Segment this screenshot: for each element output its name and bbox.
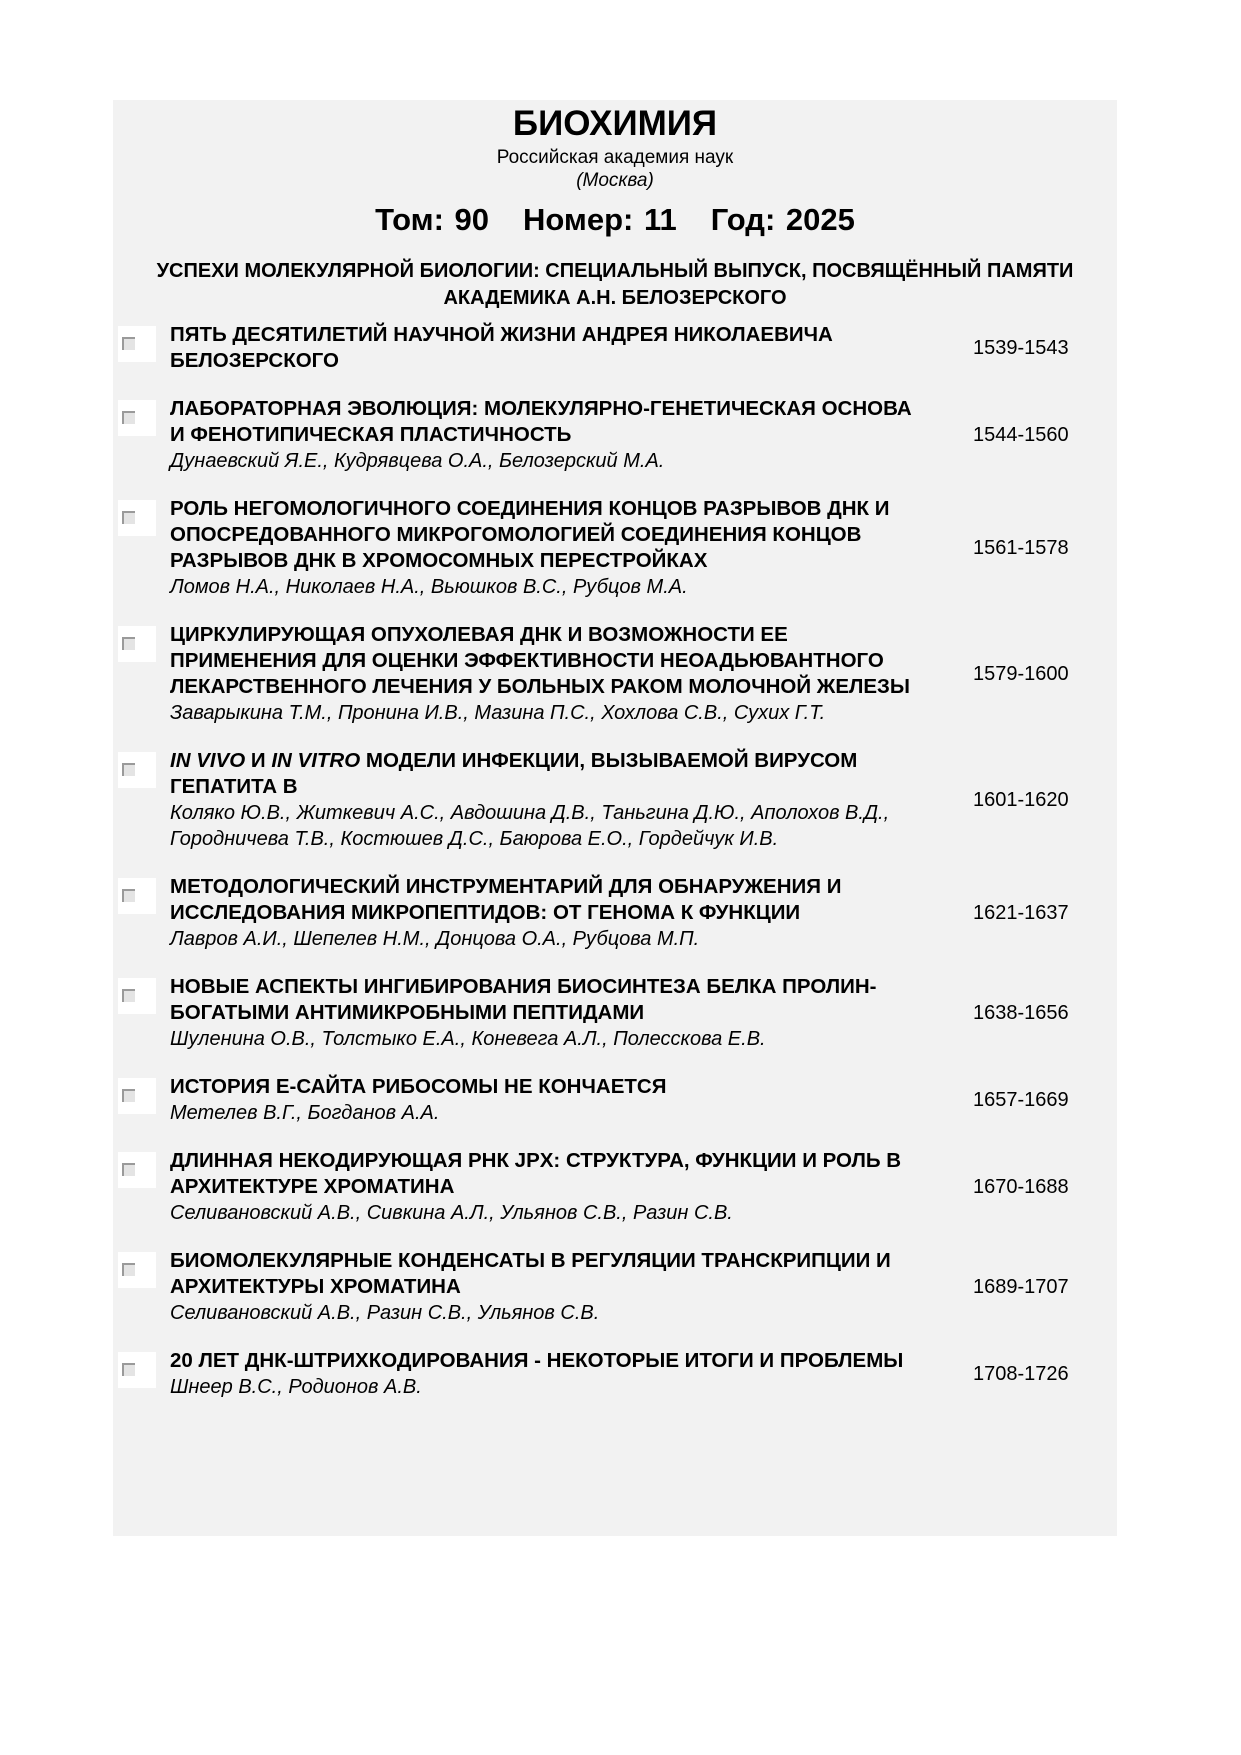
article-info	[170, 974, 930, 1052]
article-pages: 1621-1637	[973, 901, 1069, 924]
article-pages: 1708-1726	[973, 1362, 1069, 1385]
article-row	[113, 1348, 1117, 1400]
article-pages: 1657-1669	[973, 1088, 1069, 1111]
article-authors: Шнеер В.С., Родионов А.В.	[170, 1376, 422, 1398]
article-row	[113, 622, 1117, 726]
article-info	[170, 1348, 930, 1400]
title-italic-part: IN VITRO	[271, 749, 361, 772]
title-part: ПЯТЬ ДЕСЯТИЛЕТИЙ НАУЧНОЙ ЖИЗНИ АНДРЕЯ НИКОЛАЕВИЧА БЕЛОЗЕРСКОГО	[170, 323, 833, 372]
article-authors: Шуленина О.В., Толстыко Е.А., Коневега А.Л., Полесскова Е.В.	[170, 1028, 766, 1050]
select-checkbox[interactable]	[118, 400, 156, 436]
checkbox-icon	[122, 1089, 135, 1102]
article-title[interactable]	[170, 874, 930, 926]
checkbox-icon	[122, 511, 135, 524]
article-title[interactable]	[170, 1148, 930, 1200]
checkbox-icon	[122, 989, 135, 1002]
title-italic-part: IN VIVO	[170, 749, 246, 772]
article-authors: Метелев В.Г., Богданов А.А.	[170, 1102, 440, 1124]
article-authors: Селивановский А.В., Разин С.В., Ульянов С.В.	[170, 1302, 600, 1324]
checkbox-icon	[122, 1163, 135, 1176]
article-row	[113, 1248, 1117, 1326]
article-info	[170, 496, 930, 600]
checkbox-icon	[122, 1263, 135, 1276]
article-info	[170, 1148, 930, 1226]
select-checkbox[interactable]	[118, 1352, 156, 1388]
article-title[interactable]	[170, 496, 930, 574]
section-heading: УСПЕХИ МОЛЕКУЛЯРНОЙ БИОЛОГИИ: СПЕЦИАЛЬНЫЙ ВЫПУСК, ПОСВЯЩЁННЫЙ ПАМЯТИ АКАДЕМИКА А.Н. БЕЛОЗЕРСКОГО	[156, 260, 1074, 309]
article-authors: Ломов Н.А., Николаев Н.А., Вьюшков В.С., Рубцов М.А.	[170, 576, 688, 598]
volume: Том: 90	[375, 202, 489, 237]
select-column	[113, 322, 170, 374]
article-info	[170, 1074, 930, 1126]
article-pages: 1670-1688	[973, 1175, 1069, 1198]
article-row	[113, 496, 1117, 600]
article-authors: Дунаевский Я.Е., Кудрявцева О.А., Белозерский М.А.	[170, 450, 665, 472]
article-pages: 1539-1543	[973, 336, 1069, 359]
select-checkbox[interactable]	[118, 1078, 156, 1114]
title-part: БИОМОЛЕКУЛЯРНЫЕ КОНДЕНСАТЫ В РЕГУЛЯЦИИ ТРАНСКРИПЦИИ И АРХИТЕКТУРЫ ХРОМАТИНА	[170, 1249, 891, 1298]
title-part: МЕТОДОЛОГИЧЕСКИЙ ИНСТРУМЕНТАРИЙ ДЛЯ ОБНАРУЖЕНИЯ И ИССЛЕДОВАНИЯ МИКРОПЕПТИДОВ: ОТ ГЕНОМА К ФУНКЦИИ	[170, 875, 842, 924]
article-info	[170, 1248, 930, 1326]
article-pages: 1601-1620	[973, 788, 1069, 811]
article-title[interactable]	[170, 1074, 930, 1100]
article-pages: 1579-1600	[973, 662, 1069, 685]
article-info	[170, 396, 930, 474]
select-checkbox[interactable]	[118, 1152, 156, 1188]
article-list	[113, 322, 1117, 1422]
title-part: ИСТОРИЯ Е-САЙТА РИБОСОМЫ НЕ КОНЧАЕТСЯ	[170, 1075, 667, 1098]
select-checkbox[interactable]	[118, 752, 156, 788]
article-title[interactable]	[170, 748, 930, 800]
article-pages: 1638-1656	[973, 1001, 1069, 1024]
article-row	[113, 396, 1117, 474]
title-part: МОДЕЛИ ИНФЕКЦИИ, ВЫЗЫВАЕМОЙ ВИРУСОМ ГЕПАТИТА В	[170, 749, 858, 798]
checkbox-icon	[122, 889, 135, 902]
select-checkbox[interactable]	[118, 978, 156, 1014]
select-column	[113, 1148, 170, 1226]
article-title[interactable]	[170, 622, 930, 700]
article-info	[170, 874, 930, 952]
article-authors: Лавров А.И., Шепелев Н.М., Донцова О.А., Рубцова М.П.	[170, 928, 700, 950]
title-part: НОВЫЕ АСПЕКТЫ ИНГИБИРОВАНИЯ БИОСИНТЕЗА БЕЛКА ПРОЛИН-БОГАТЫМИ АНТИМИКРОБНЫМИ ПЕПТИДАМИ	[170, 975, 877, 1024]
article-row	[113, 874, 1117, 952]
article-row	[113, 1074, 1117, 1126]
checkbox-icon	[122, 637, 135, 650]
article-info	[170, 622, 930, 726]
select-checkbox[interactable]	[118, 500, 156, 536]
select-checkbox[interactable]	[118, 326, 156, 362]
article-row	[113, 1148, 1117, 1226]
article-row	[113, 322, 1117, 374]
title-part: И	[245, 749, 272, 772]
article-row	[113, 974, 1117, 1052]
article-title[interactable]	[170, 322, 930, 374]
article-pages: 1544-1560	[973, 423, 1069, 446]
select-checkbox[interactable]	[118, 1252, 156, 1288]
checkbox-icon	[122, 411, 135, 424]
checkbox-icon	[122, 1363, 135, 1376]
journal-title: БИОХИМИЯ	[512, 104, 718, 143]
article-pages: 1561-1578	[973, 536, 1069, 559]
issue-info	[113, 202, 1117, 238]
select-column	[113, 396, 170, 474]
article-title[interactable]	[170, 396, 930, 448]
article-authors: Заварыкина Т.М., Пронина И.В., Мазина П.С., Хохлова С.В., Сухих Г.Т.	[170, 702, 826, 724]
select-column	[113, 496, 170, 600]
select-checkbox[interactable]	[118, 878, 156, 914]
article-authors: Коляко Ю.В., Житкевич А.С., Авдошина Д.В., Таньгина Д.Ю., Аполохов В.Д., Городничева Т.В., Костюшев Д.С., Баюрова Е.О., Гордейчук И.В.	[170, 802, 890, 850]
article-row	[113, 748, 1117, 852]
title-part: РОЛЬ НЕГОМОЛОГИЧНОГО СОЕДИНЕНИЯ КОНЦОВ РАЗРЫВОВ ДНК И ОПОСРЕДОВАННОГО МИКРОГОМОЛОГИЕЙ СОЕДИНЕНИЯ КОНЦОВ РАЗРЫВОВ ДНК В ХРОМОСОМНЫХ ПЕРЕСТРОЙКАХ	[170, 497, 890, 572]
article-info	[170, 322, 930, 374]
select-column	[113, 748, 170, 852]
publisher: Российская академия наук	[496, 147, 734, 168]
select-column	[113, 1248, 170, 1326]
select-column	[113, 874, 170, 952]
select-column	[113, 622, 170, 726]
title-part: ДЛИННАЯ НЕКОДИРУЮЩАЯ РНК JPX: СТРУКТУРА, ФУНКЦИИ И РОЛЬ В АРХИТЕКТУРЕ ХРОМАТИНА	[170, 1149, 902, 1198]
city: (Москва)	[576, 170, 654, 191]
article-title[interactable]	[170, 1348, 930, 1374]
article-title[interactable]	[170, 974, 930, 1026]
checkbox-icon	[122, 763, 135, 776]
article-pages: 1689-1707	[973, 1275, 1069, 1298]
checkbox-icon	[122, 337, 135, 350]
article-authors: Селивановский А.В., Сивкина А.Л., Ульянов С.В., Разин С.В.	[170, 1202, 733, 1224]
article-info	[170, 748, 930, 852]
title-part: 20 ЛЕТ ДНК-ШТРИХКОДИРОВАНИЯ - НЕКОТОРЫЕ ИТОГИ И ПРОБЛЕМЫ	[170, 1349, 904, 1372]
select-column	[113, 974, 170, 1052]
issue-contents	[113, 100, 1117, 1536]
title-part: ЦИРКУЛИРУЮЩАЯ ОПУХОЛЕВАЯ ДНК И ВОЗМОЖНОСТИ ЕЕ ПРИМЕНЕНИЯ ДЛЯ ОЦЕНКИ ЭФФЕКТИВНОСТИ НЕОАДЬЮВАНТНОГО ЛЕКАРСТВЕННОГО ЛЕЧЕНИЯ У БОЛЬНЫХ РАКОМ МОЛОЧНОЙ ЖЕЛЕЗЫ	[170, 623, 910, 698]
select-column	[113, 1348, 170, 1400]
select-column	[113, 1074, 170, 1126]
title-part: ЛАБОРАТОРНАЯ ЭВОЛЮЦИЯ: МОЛЕКУЛЯРНО-ГЕНЕТИЧЕСКАЯ ОСНОВА И ФЕНОТИПИЧЕСКАЯ ПЛАСТИЧНОСТЬ	[170, 397, 912, 446]
article-title[interactable]	[170, 1248, 930, 1300]
year: Год: 2025	[710, 202, 855, 237]
select-checkbox[interactable]	[118, 626, 156, 662]
issue-number: Номер: 11	[523, 202, 677, 237]
